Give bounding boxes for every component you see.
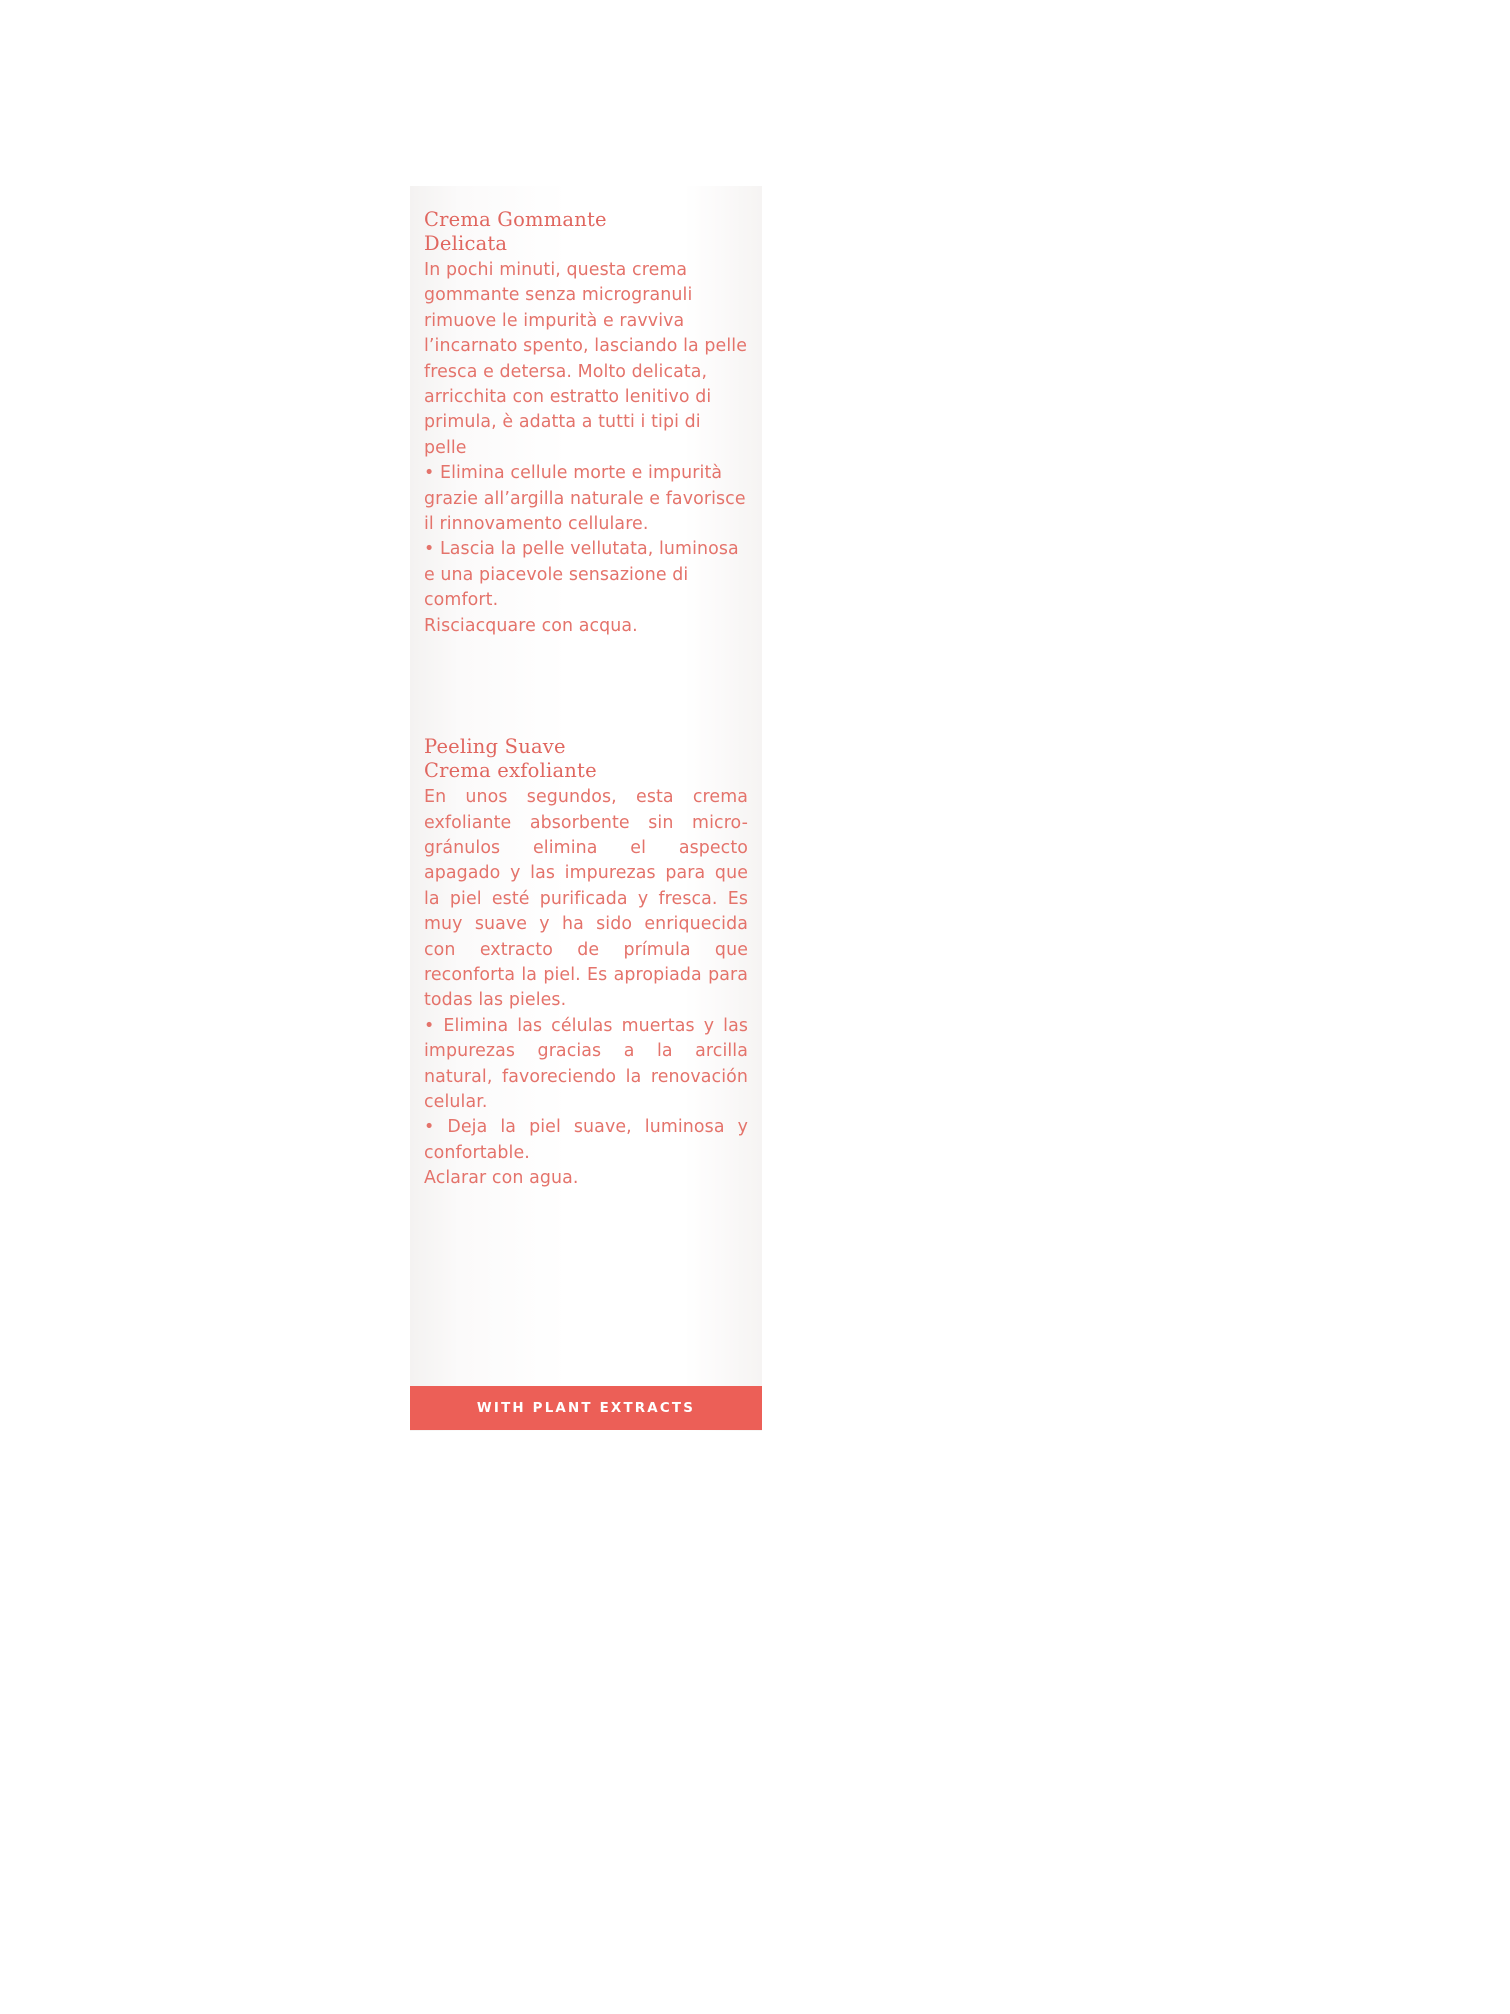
- italian-heading: [424, 208, 748, 256]
- product-package-panel: [410, 186, 762, 1431]
- section-divider-space: [424, 639, 748, 735]
- plant-extracts-band: [410, 1386, 762, 1430]
- italian-heading-line2: Delicata: [424, 232, 508, 255]
- spanish-bullet-2: • Deja la piel suave, luminosa y confortable.: [424, 1117, 748, 1163]
- italian-bullet-2: • Lascia la pelle vellutata, luminosa e una piacevole sensazione di comfort.: [424, 539, 739, 611]
- italian-paragraph-1: In pochi minuti, questa crema gommante senza microgranuli rimuove le impurità e ravviva l’incarnato spento, lasciando la pelle fresca e detersa. Molto delicata, arricchita con estratto lenitivo di primula, è adatta a tutti i tipi di pelle: [424, 260, 748, 458]
- italian-bullet-1: • Elimina cellule morte e impurità grazie all’argilla naturale e favorisce il rinnovamento cellulare.: [424, 463, 746, 535]
- spanish-heading: [424, 735, 748, 783]
- italian-body: [424, 258, 748, 639]
- spanish-bullet-1: • Elimina las células muertas y las impurezas gracias a la arcilla natural, favoreciendo la renovación celular.: [424, 1015, 748, 1112]
- package-text-block: [424, 208, 748, 1192]
- plant-extracts-label: WITH PLANT EXTRACTS: [476, 1400, 696, 1416]
- spanish-rinse-instruction: Aclarar con agua.: [424, 1168, 579, 1189]
- section-italian: [424, 208, 748, 639]
- spanish-heading-line1: Peeling Suave: [424, 735, 566, 759]
- spanish-paragraph-1: En unos segundos, esta crema exfoliante absorbente sin micro-gránulos elimina el aspecto apagado y las impurezas para que la piel esté purificada y fresca. Es muy suave y ha sido enriquecida con extracto de prímula que reconforta la piel. Es apropiada para todas las pieles.: [424, 787, 748, 1011]
- spanish-body: [424, 785, 748, 1192]
- spanish-heading-line2: Crema exfoliante: [424, 759, 597, 783]
- section-spanish: [424, 735, 748, 1192]
- italian-rinse-instruction: Risciacquare con acqua.: [424, 615, 638, 636]
- italian-heading-line1: Crema Gommante: [424, 208, 607, 231]
